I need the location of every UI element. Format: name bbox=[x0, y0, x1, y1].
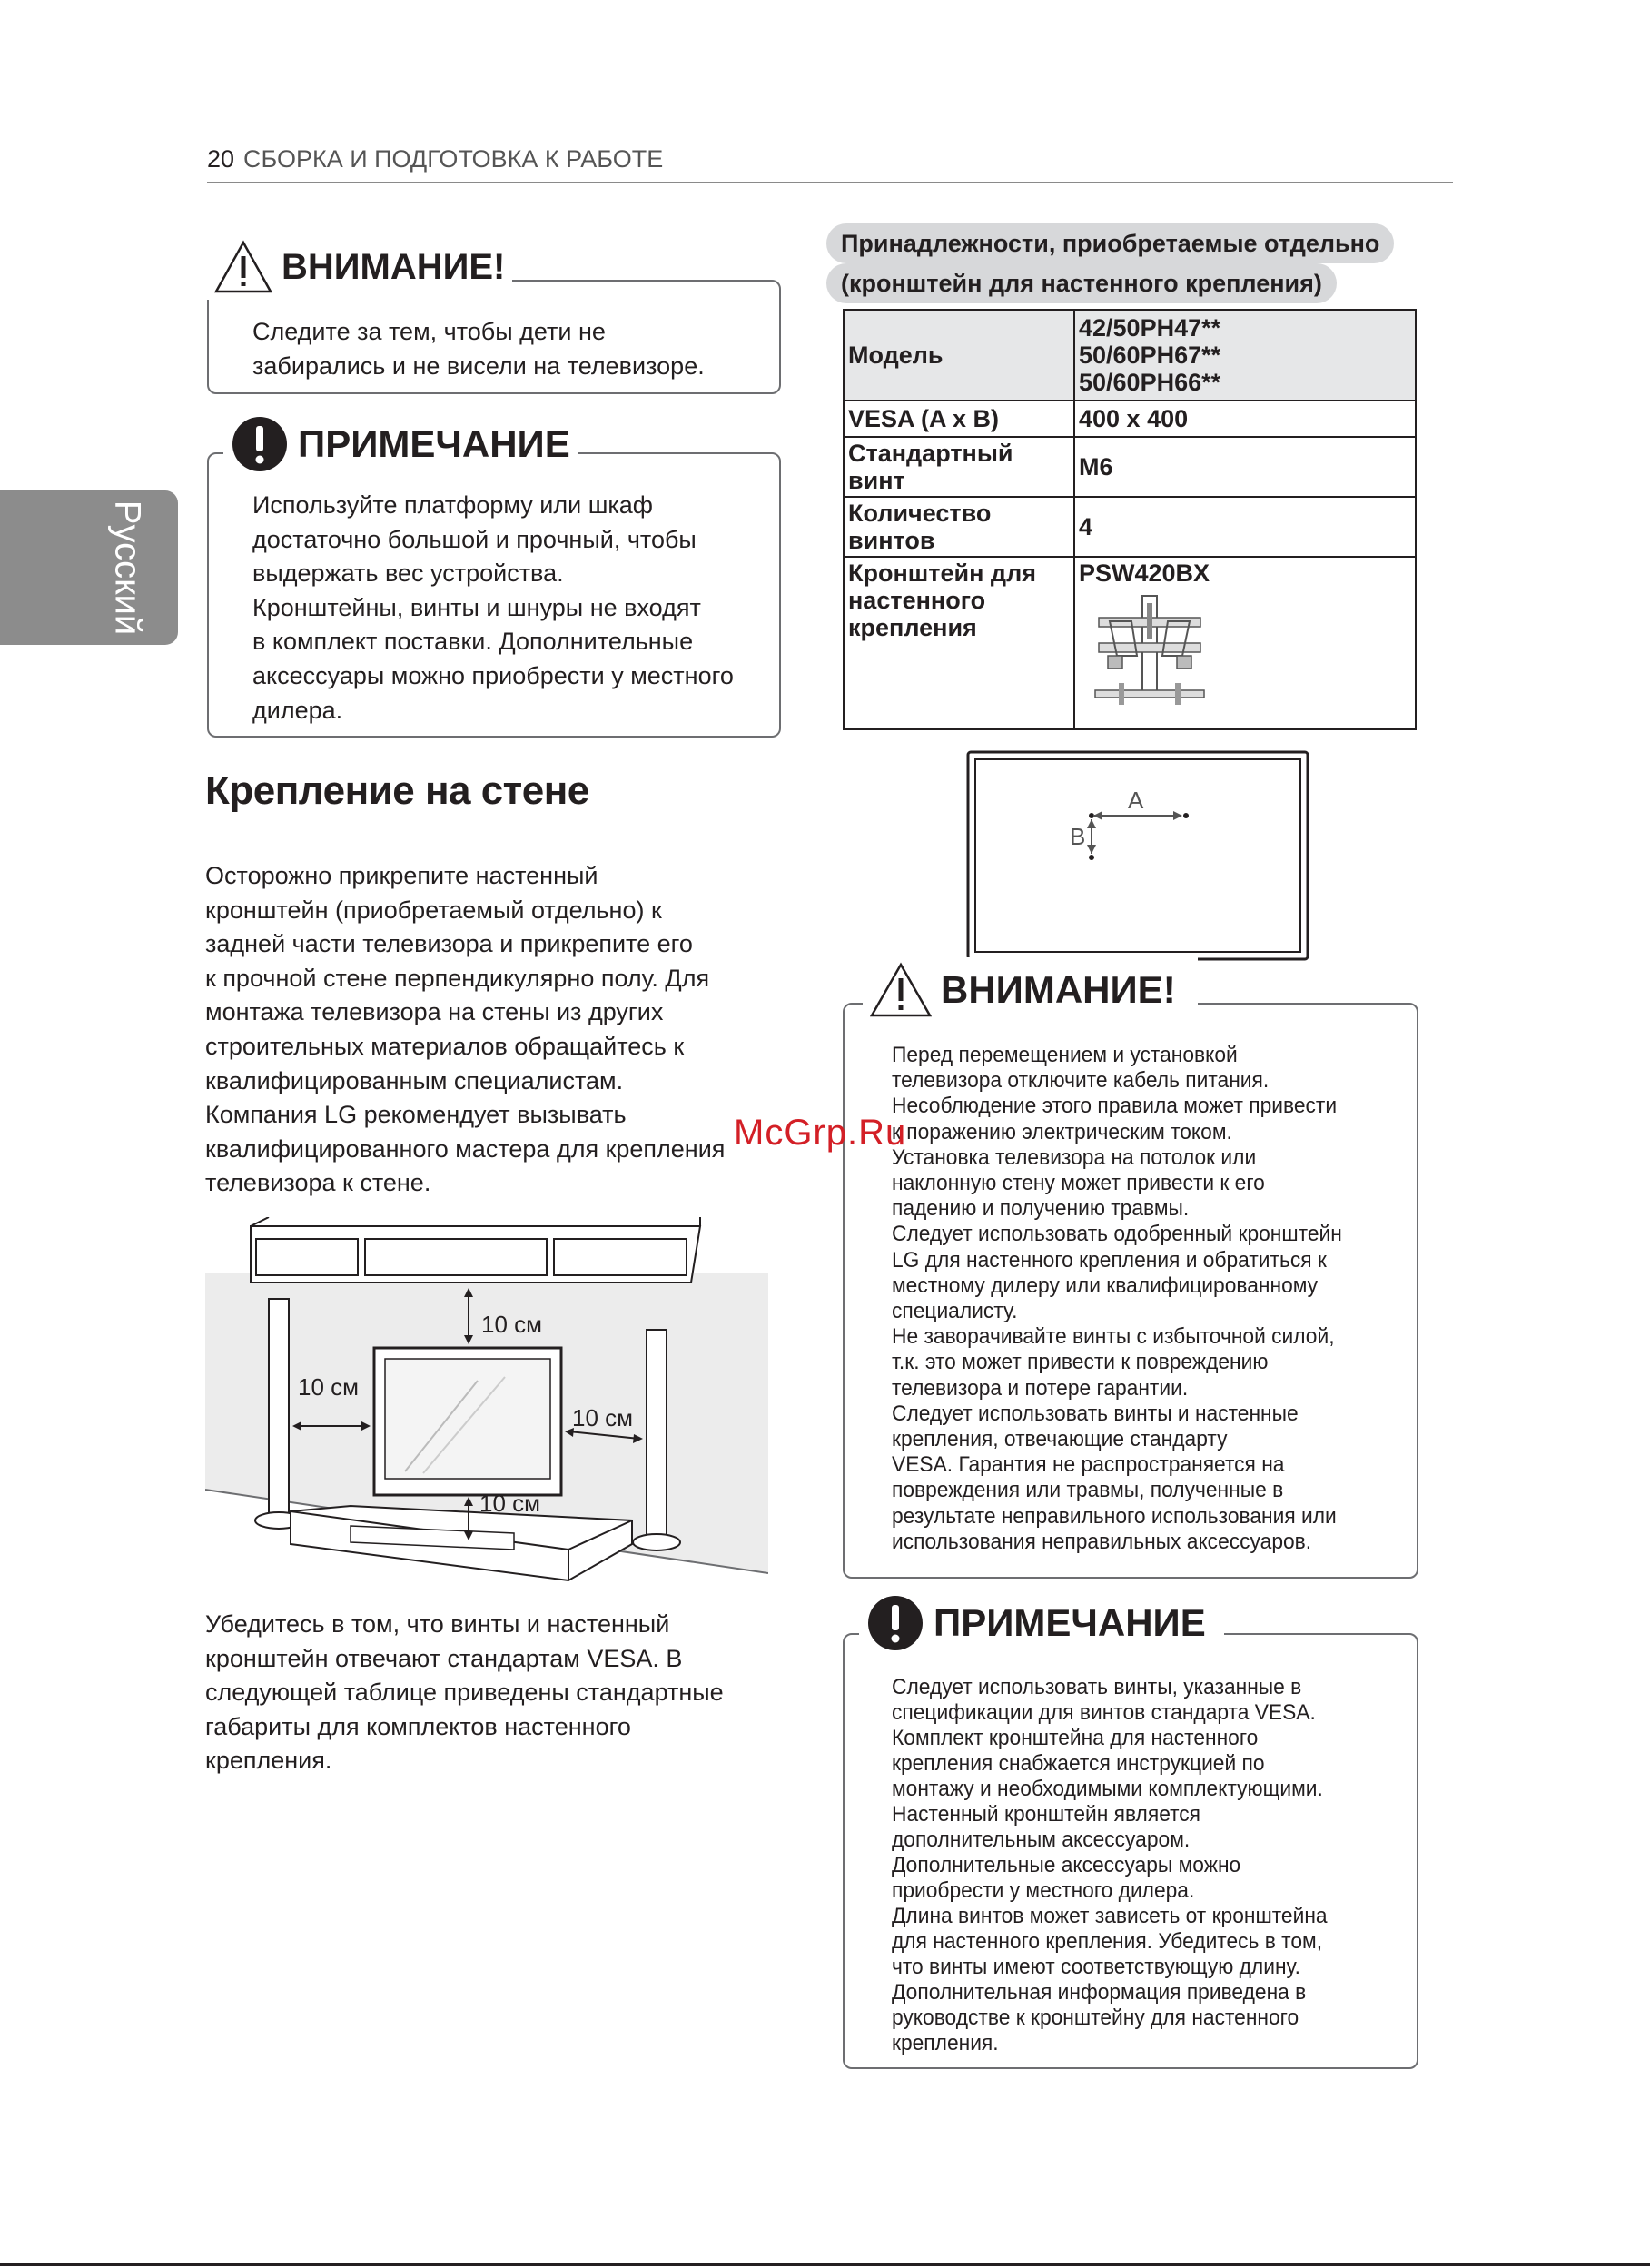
note-box-title bbox=[859, 1590, 1224, 1657]
text-line: к прочной стене перпендикулярно полу. Для bbox=[205, 964, 710, 992]
text-line: в комплект поставки. Дополнительные bbox=[252, 628, 694, 656]
text-line: Используйте платформу или шкаф bbox=[252, 491, 654, 519]
text-line: крепления. bbox=[205, 1747, 332, 1775]
text-line: результате неправильного использования или bbox=[892, 1503, 1337, 1529]
text-line: монтажу и необходимыми комплектующими. bbox=[892, 1777, 1323, 1801]
table-cell bbox=[844, 401, 1074, 437]
table-row bbox=[844, 557, 1416, 729]
text-line: для настенного крепления. Убедитесь в том, bbox=[892, 1929, 1323, 1954]
vesa-label: VESA (A x B) bbox=[848, 405, 1000, 432]
table-row bbox=[844, 401, 1416, 437]
section-title: СБОРКА И ПОДГОТОВКА К РАБОТЕ bbox=[243, 145, 664, 173]
text-line: приобрести у местного дилера. bbox=[892, 1878, 1195, 1903]
model-value: 42/50PH47** bbox=[1079, 314, 1221, 342]
caution-title-text: ВНИМАНИЕ! bbox=[282, 246, 506, 287]
text-line: дополнительным аксессуаром. bbox=[892, 1827, 1191, 1852]
note-box-title bbox=[223, 411, 578, 478]
text-line: телевизора и потере гарантии. bbox=[892, 1375, 1189, 1401]
wall-mount-spec-table bbox=[843, 309, 1417, 730]
table-cell bbox=[1074, 310, 1416, 401]
exclamation-circle-icon bbox=[231, 415, 289, 473]
clearance-right-label: 10 см bbox=[572, 1404, 634, 1431]
accessories-heading bbox=[826, 223, 1417, 303]
text-line: крепления снабжается инструкцией по bbox=[892, 1751, 1265, 1776]
note-text bbox=[892, 1675, 1373, 2056]
text-line: выдержать вес устройства. bbox=[252, 560, 564, 588]
screw-label: винт bbox=[848, 467, 905, 494]
table-row bbox=[844, 437, 1416, 497]
screw-count-value: 4 bbox=[1079, 513, 1093, 540]
text-line: следующей таблице приведены стандартные bbox=[205, 1679, 724, 1707]
language-tab[interactable] bbox=[0, 490, 178, 645]
warning-triangle-icon bbox=[214, 240, 272, 294]
vesa-dimension-diagram bbox=[966, 750, 1311, 963]
bracket-model-value: PSW420BX bbox=[1079, 560, 1210, 587]
caution-text bbox=[252, 315, 770, 383]
table-cell bbox=[844, 437, 1074, 497]
vesa-value: 400 x 400 bbox=[1079, 405, 1189, 432]
screw-count-label: Количество bbox=[848, 500, 992, 527]
text-line: к поражению электрическим током. bbox=[892, 1119, 1232, 1144]
text-line: падению и получению травмы. bbox=[892, 1196, 1190, 1222]
screw-count-label: винтов bbox=[848, 527, 935, 554]
text-line: специалисту. bbox=[892, 1299, 1018, 1324]
text-line: габариты для комплектов настенного bbox=[205, 1712, 631, 1740]
text-line: телевизора отключите кабель питания. bbox=[892, 1068, 1270, 1094]
wall-mount-paragraph bbox=[205, 859, 786, 1201]
text-line: монтажа телевизора на стены из других bbox=[205, 998, 664, 1026]
text-line: Следует использовать одобренный кронштейн bbox=[892, 1222, 1342, 1247]
table-cell bbox=[844, 310, 1074, 401]
text-line: кронштейн (приобретаемый отдельно) к bbox=[205, 896, 662, 924]
text-line: использования неправильных аксессуаров. bbox=[892, 1529, 1312, 1554]
text-line: строительных материалов обращайтесь к bbox=[205, 1032, 685, 1060]
text-line: Настенный кронштейн является bbox=[892, 1802, 1201, 1827]
screw-value: M6 bbox=[1079, 453, 1113, 480]
text-line: аксессуары можно приобрести у местного bbox=[252, 661, 734, 689]
caution-box-title bbox=[863, 957, 1198, 1023]
model-label: Модель bbox=[848, 342, 944, 369]
text-line: задней части телевизора и прикрепите его bbox=[205, 930, 693, 958]
text-line: Кронштейны, винты и шнуры не входят bbox=[252, 593, 701, 621]
model-value: 50/60PH67** bbox=[1079, 342, 1221, 369]
text-line: квалифицированного мастера для крепления bbox=[205, 1134, 726, 1163]
text-line: руководстве к кронштейну для настенного bbox=[892, 2006, 1299, 2030]
clearance-left-label: 10 см bbox=[298, 1373, 360, 1401]
text-line: Следует использовать винты и настенные bbox=[892, 1401, 1299, 1426]
text-line: Компания LG рекомендует вызывать bbox=[205, 1101, 627, 1129]
language-tab-label: Русский bbox=[107, 500, 148, 636]
text-line: Длина винтов может зависеть от кронштейна bbox=[892, 1904, 1328, 1928]
text-line: местному дилеру или квалифицированному bbox=[892, 1273, 1319, 1298]
clearance-top-label: 10 см bbox=[481, 1311, 543, 1338]
clearance-bottom-label: 10 см bbox=[479, 1490, 541, 1517]
bottom-divider bbox=[0, 2263, 1650, 2266]
text-line: забирались и не висели на телевизоре. bbox=[252, 352, 705, 380]
exclamation-circle-icon bbox=[866, 1594, 924, 1652]
text-line: дилера. bbox=[252, 696, 343, 724]
text-line: VESA. Гарантия не распространяется на bbox=[892, 1452, 1285, 1478]
text-line: Дополнительные аксессуары можно bbox=[892, 1853, 1241, 1877]
bracket-label: настенного bbox=[848, 587, 986, 614]
table-cell bbox=[844, 557, 1074, 729]
note-title-text: ПРИМЕЧАНИЕ bbox=[298, 422, 570, 465]
text-line: квалифицированным специалистам. bbox=[205, 1066, 624, 1094]
accessories-heading-line: Принадлежности, приобретаемые отдельно bbox=[826, 223, 1394, 263]
text-line: т.к. это может привести к повреждению bbox=[892, 1350, 1269, 1375]
text-line: LG для настенного крепления и обратиться к bbox=[892, 1247, 1327, 1273]
bracket-label: Кронштейн для bbox=[848, 560, 1036, 587]
text-line: телевизора к стене. bbox=[205, 1169, 431, 1197]
text-line: что винты имеют соответствующую длину. bbox=[892, 1955, 1300, 1979]
wall-bracket-image bbox=[1092, 590, 1210, 708]
wall-mount-heading: Крепление на стене bbox=[205, 768, 589, 813]
vesa-paragraph bbox=[205, 1608, 786, 1778]
accessories-heading-line: (кронштейн для настенного крепления) bbox=[826, 263, 1337, 303]
text-line: Дополнительная информация приведена в bbox=[892, 1980, 1307, 2005]
text-line: крепления. bbox=[892, 2031, 999, 2055]
table-cell bbox=[1074, 557, 1416, 729]
model-value: 50/60PH66** bbox=[1079, 369, 1221, 396]
table-row bbox=[844, 310, 1416, 401]
caution-text bbox=[892, 1043, 1373, 1555]
text-line: кронштейн отвечают стандартам VESA. В bbox=[205, 1644, 683, 1672]
warning-triangle-icon bbox=[870, 962, 932, 1018]
text-line: наклонную стену может привести к его bbox=[892, 1171, 1265, 1196]
page-number: 20 bbox=[207, 145, 235, 173]
note-title-text: ПРИМЕЧАНИЕ bbox=[934, 1601, 1206, 1644]
table-row bbox=[844, 497, 1416, 557]
vesa-b-label: B bbox=[1070, 823, 1086, 850]
screw-label: Стандартный bbox=[848, 440, 1013, 467]
text-line: Убедитесь в том, что винты и настенный bbox=[205, 1610, 670, 1638]
text-line: Не заворачивайте винты с избыточной силой, bbox=[892, 1324, 1335, 1350]
caution-title-text: ВНИМАНИЕ! bbox=[941, 968, 1176, 1011]
note-text bbox=[252, 489, 770, 728]
watermark: McGrp.Ru bbox=[734, 1113, 907, 1153]
text-line: Осторожно прикрепите настенный bbox=[205, 862, 598, 889]
text-line: Следует использовать винты, указанные в bbox=[892, 1675, 1302, 1699]
vesa-a-label: A bbox=[1128, 787, 1144, 814]
text-line: повреждения или травмы, полученные в bbox=[892, 1478, 1284, 1503]
text-line: Комплект кронштейна для настенного bbox=[892, 1726, 1259, 1750]
text-line: достаточно большой и прочный, чтобы bbox=[252, 525, 697, 553]
text-line: спецификации для винтов стандарта VESA. bbox=[892, 1700, 1316, 1725]
table-cell bbox=[1074, 401, 1416, 437]
text-line: Несоблюдение этого правила может привести bbox=[892, 1094, 1338, 1119]
text-line: Перед перемещением и установкой bbox=[892, 1043, 1238, 1067]
text-line: крепления, отвечающие стандарту bbox=[892, 1427, 1228, 1452]
table-cell bbox=[1074, 497, 1416, 557]
page-header bbox=[207, 145, 1453, 183]
bracket-label: крепления bbox=[848, 614, 977, 641]
text-line: Следите за тем, чтобы дети не bbox=[252, 318, 606, 345]
table-cell bbox=[844, 497, 1074, 557]
caution-box-title bbox=[207, 234, 512, 300]
table-cell bbox=[1074, 437, 1416, 497]
clearance-illustration bbox=[205, 1217, 768, 1599]
text-line: Установка телевизора на потолок или bbox=[892, 1144, 1257, 1170]
